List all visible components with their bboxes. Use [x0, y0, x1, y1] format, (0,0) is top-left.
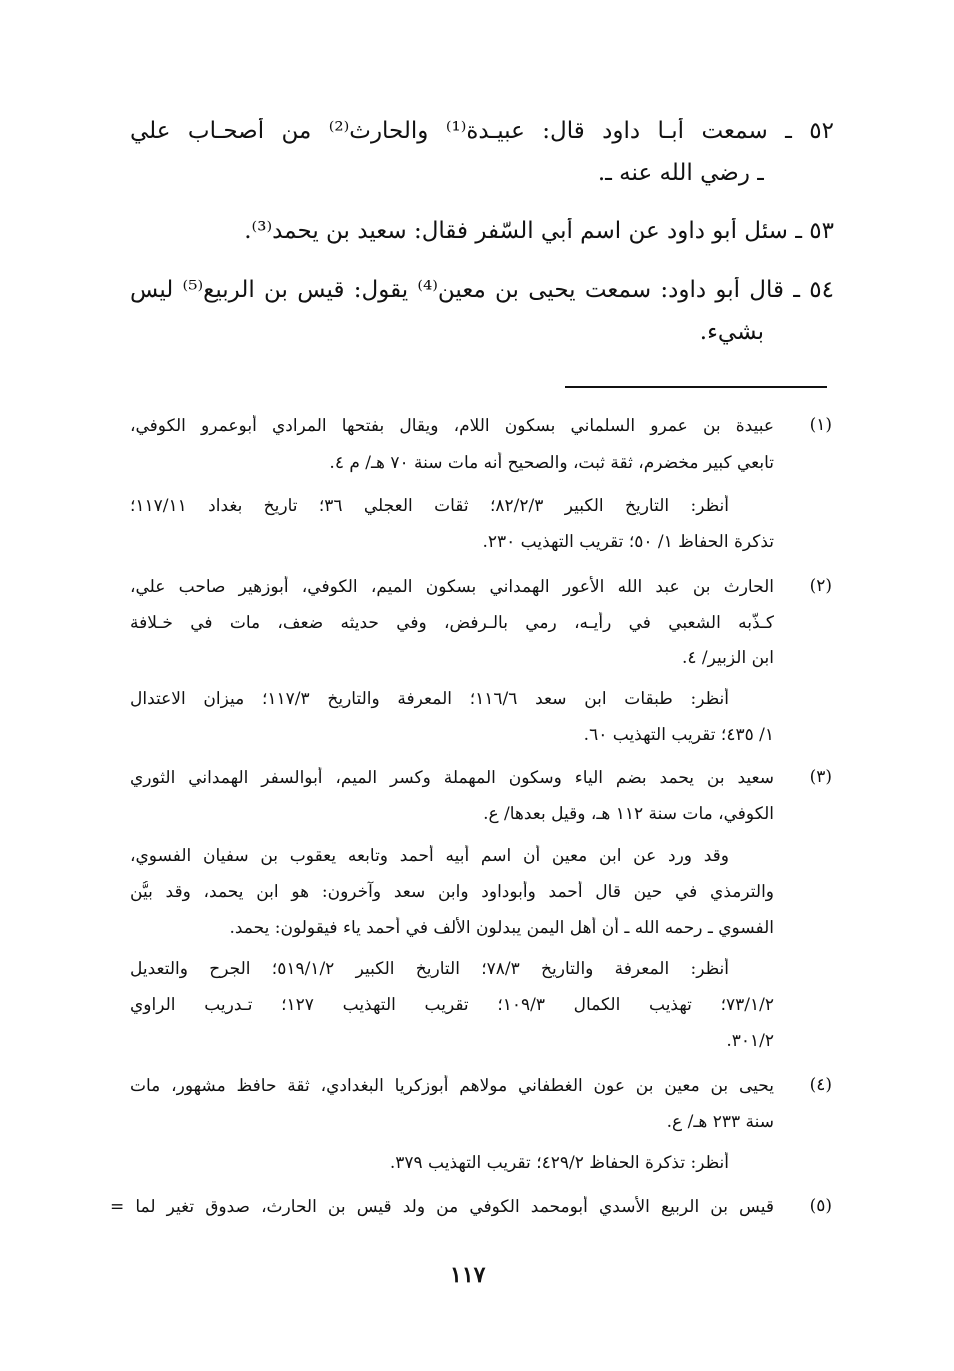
- footnote-4-line-2: سنة ٢٣٣ هـ/ ع.: [666, 1112, 774, 1132]
- footnote-1-line-4: تذكرة الحفاظ ١/ ٥٠؛ تقريب التهذيب ٢٣٠.: [482, 532, 774, 552]
- footnote-2-line-4: أنظر: طبقات ابن سعد ١١٦/٦؛ المعرفة والتاريخ ١١٧/٣؛ ميزان الاعتدال: [130, 689, 729, 709]
- entry-54-line-2: بشيء.: [699, 319, 764, 345]
- footnote-2-number: (٢): [809, 576, 832, 596]
- footnote-4-line-1: يحيى بن معين بن عون الغطفاني مولاهم أبوزكريا البغدادي، ثقة حافظ مشهور، مات: [130, 1076, 774, 1096]
- footnote-3-line-7: ٧٣/١/٢؛ تهذيب الكمال ١٠٩/٣؛ تقريب التهذيب ١٢٧؛ تـدريب الراوي: [130, 995, 774, 1015]
- footnote-3-line-4: والترمذي في حين قال أحمد وأبوداود وابن سعد وآخرون: هو ابن يحمد، وقد بيُّن: [130, 882, 774, 902]
- footnote-5-line-1: قيس بن الربيع الأسدي أبومحمد الكوفي من ولد قيس بن الحارث، صدوق تغير لما =: [110, 1197, 774, 1217]
- footnote-3-line-1: سعيد بن يحمد بضم الياء وسكون المهملة وكسر الميم، أبوالسفر الهمداني الثوري: [130, 768, 774, 788]
- footnote-1-line-3: أنظر: التاريخ الكبير ٨٢/٢/٣؛ ثقات العجلي ٣٦؛ تاريخ بغداد ١١٧/١١؛: [130, 496, 729, 516]
- footnote-3-line-2: الكوفي، مات سنة ١١٢ هـ، وقيل بعدها/ ع.: [483, 804, 774, 824]
- footnote-3-line-3: وقد ورد عن ابن معين أن اسم أبيه أحمد وتابعه يعقوب بن سفيان الفسوي،: [130, 846, 729, 866]
- footnote-3-number: (٣): [809, 767, 832, 787]
- footnote-2-line-1: الحارث بن عبد الله الأعور الهمداني بسكون الميم، الكوفي، أبوزهير صاحب علي،: [130, 577, 774, 597]
- footnote-3-line-6: أنظر: المعرفة والتاريخ ٧٨/٣؛ التاريخ الكبير ٥١٩/١/٢؛ الجرح والتعديل: [130, 959, 729, 979]
- entry-52-line-2: ـ رضي الله عنه ـ.: [597, 160, 764, 186]
- footnote-2-line-2: كـذّبه الشعبي في رأيـه، رمي بالـرفض، وفي حديثه ضعف، مات في خـلافة: [130, 613, 774, 633]
- footnote-separator: [565, 386, 827, 388]
- entry-52-line-1: ٥٢ ـ سمعت أبـا داود قال: عبيـدة⁽¹⁾ والحارث⁽²⁾ من أصحـاب علي: [130, 118, 834, 144]
- footnote-4-line-3: أنظر: تذكرة الحفاظ ٤٢٩/٢؛ تقريب التهذيب ٣٧٩.: [389, 1153, 729, 1173]
- page-number: ١١٧: [450, 1262, 486, 1288]
- footnote-1-line-2: تابعي كبير مخضرم، ثقة ثبت، والصحيح أنه مات سنة ٧٠ هـ/ م ٤.: [329, 453, 774, 473]
- footnote-5-number: (٥): [809, 1196, 832, 1216]
- footnote-2-line-5: ١/ ٤٣٥؛ تقريب التهذيب ٦٠.: [583, 725, 774, 745]
- footnote-3-line-5: الفسوي ـ رحمه الله ـ أن أهل اليمن يبدلون الألف في أحمد ياء فيقولون: يحمد.: [229, 918, 774, 938]
- entry-53: ٥٣ ـ سئل أبو داود عن اسم أبي السّفر فقال: سعيد بن يحمد⁽³⁾.: [244, 218, 834, 244]
- footnote-4-number: (٤): [809, 1075, 832, 1095]
- footnote-3-line-8: ٣٠١/٢.: [726, 1031, 774, 1051]
- footnote-1-line-1: عبيدة بن عمرو السلماني بسكون اللام، ويقال بفتحها المرادي أبوعمرو الكوفي،: [130, 416, 774, 436]
- footnote-1-number: (١): [809, 415, 832, 435]
- entry-54-line-1: ٥٤ ـ قال أبو داود: سمعت يحيى بن معين⁽⁴⁾ يقول: قيس بن الربيع⁽⁵⁾ ليس: [130, 277, 834, 303]
- footnote-2-line-3: ابن الزبير/ ٤.: [681, 648, 774, 668]
